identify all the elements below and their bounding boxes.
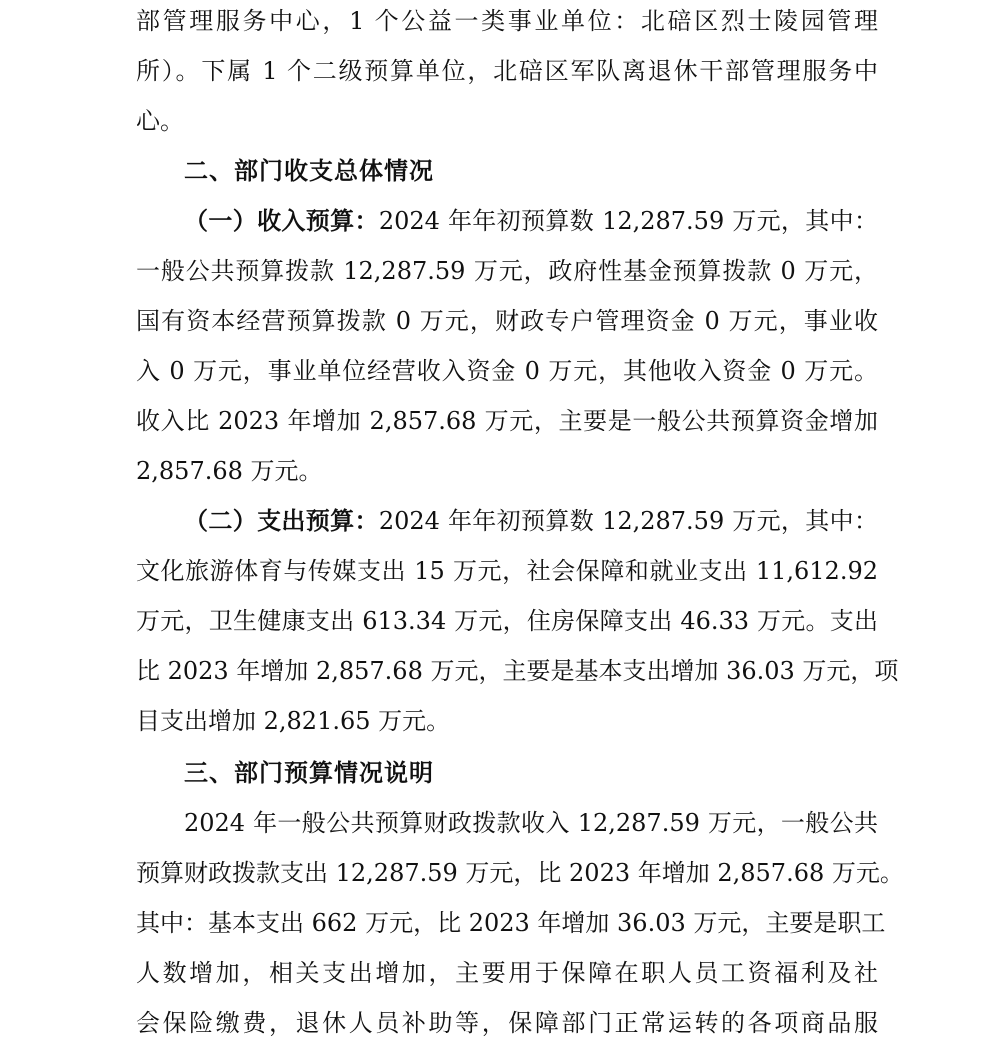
paragraph-line: 国有资本经营预算拨款 0 万元，财政专户管理资金 0 万元，事业收 [136,307,878,335]
paragraph-line: 部管理服务中心，1 个公益一类事业单位：北碚区烈士陵园管理 [136,7,878,35]
paragraph-line: 2024 年一般公共预算财政拨款收入 12,287.59 万元，一般公共 [184,809,878,837]
paragraph-line: 心。 [136,107,184,135]
paragraph-line: 人数增加，相关支出增加，主要用于保障在职人员工资福利及社 [136,959,878,987]
income-budget-text: 2024 年年初预算数 12,287.59 万元，其中： [378,207,879,235]
expense-budget-line [184,506,878,536]
paragraph-line: 入 0 万元，事业单位经营收入资金 0 万元，其他收入资金 0 万元。 [136,357,878,385]
paragraph-line: 会保险缴费，退休人员补助等，保障部门正常运转的各项商品服 [136,1009,878,1037]
expense-budget-text: 2024 年年初预算数 12,287.59 万元，其中： [378,507,879,535]
paragraph-line: 预算财政拨款支出 12,287.59 万元，比 2023 年增加 2,857.68 万元。 [136,859,904,887]
paragraph-line: 一般公共预算拨款 12,287.59 万元，政府性基金预算拨款 0 万元， [136,257,878,285]
section-heading-2: 二、部门收支总体情况 [184,157,434,185]
section-heading-3: 三、部门预算情况说明 [184,759,434,787]
paragraph-line: 比 2023 年增加 2,857.68 万元，主要是基本支出增加 36.03 万元，项 [136,657,899,685]
paragraph-line: 所）。下属 1 个二级预算单位，北碚区军队离退休干部管理服务中 [136,57,878,85]
paragraph-line: 目支出增加 2,821.65 万元。 [136,707,451,735]
paragraph-line: 收入比 2023 年增加 2,857.68 万元，主要是一般公共预算资金增加 [136,407,878,435]
paragraph-line: 文化旅游体育与传媒支出 15 万元，社会保障和就业支出 11,612.92 [136,557,878,585]
paragraph-line: 其中：基本支出 662 万元，比 2023 年增加 36.03 万元，主要是职工 [136,909,886,937]
income-budget-line [184,206,878,236]
income-budget-label: （一）收入预算： [184,206,379,235]
paragraph-line: 2,857.68 万元。 [136,457,323,485]
expense-budget-label: （二）支出预算： [184,506,379,535]
paragraph-line: 万元，卫生健康支出 613.34 万元，住房保障支出 46.33 万元。支出 [136,607,878,635]
